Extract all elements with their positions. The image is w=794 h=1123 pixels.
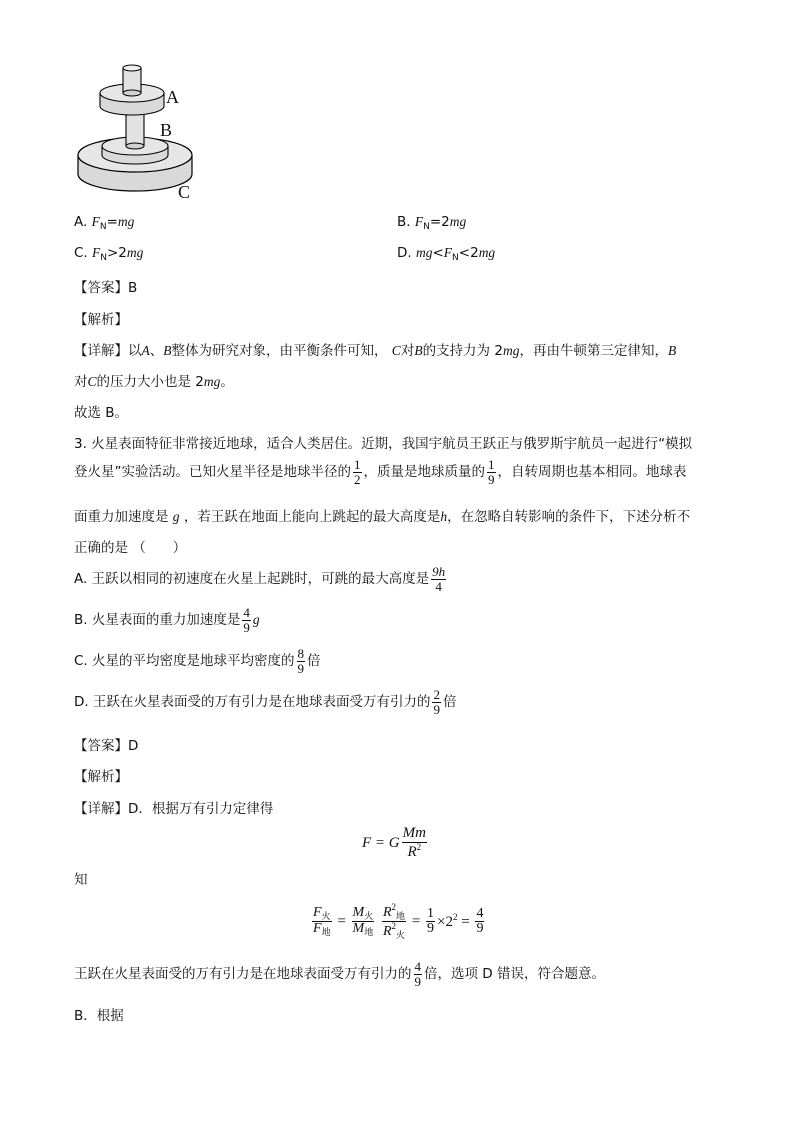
label-b: B xyxy=(160,120,173,140)
q3-stem-line3: 面重力加速度是 g ，若王跃在地面上能向上跳起的最大高度是h，在忽略自转影响的条件下，下述分析不 xyxy=(74,509,691,525)
stacked-rings-figure xyxy=(72,62,202,202)
q2-choose: 故选 B。 xyxy=(74,405,129,421)
q3-option-a: A. 王跃以相同的初速度在火星上起跳时，可跳的最大高度是 $\frac{9h}{4}$ xyxy=(74,564,446,594)
label-a: A xyxy=(166,87,179,107)
zhi-text: 知 xyxy=(74,872,88,888)
q2-option-c: C. $F_N>2mg$ xyxy=(74,245,144,263)
q3-conclusion: 王跃在火星表面受的万有引力是在地球表面受万有引力的 $\frac{4}{9}$ 倍，选项 D 错误，符合题意。 xyxy=(74,959,605,989)
q3-option-b: B. 火星表面的重力加速度是 $\frac{4}{9}$ g xyxy=(74,605,260,635)
equation-gravitation: F = G $\frac{Mm}{R^2}$ xyxy=(362,825,426,860)
q2-analysis: 【解析】 xyxy=(74,312,128,328)
q3-next-line: B．根据 xyxy=(74,1008,124,1024)
q2-option-a: A. $F_N=mg$ xyxy=(74,214,135,232)
q3-detail: 【详解】D．根据万有引力定律得 xyxy=(74,801,274,817)
q3-stem-line4: 正确的是 （ ） xyxy=(74,540,187,556)
equation-ratio: $\frac{F_火}{F_地}$ = $\frac{M_火}{M_地}$ $\frac{R^2_地}{R^2_火}$ = $\frac{1}{9}$ $\times 2^2$ = $\frac{4}{9}$ xyxy=(313,902,484,941)
q2-option-d: D. $mg<F_N<2mg$ xyxy=(397,245,496,263)
label-c: C xyxy=(178,182,191,202)
q2-answer: 【答案】B xyxy=(74,280,138,296)
q2-option-b: B. $F_N=2mg$ xyxy=(397,214,467,232)
q3-analysis: 【解析】 xyxy=(74,769,128,785)
q3-option-c: C. 火星的平均密度是地球平均密度的 $\frac{8}{9}$ 倍 xyxy=(74,646,321,676)
q3-stem-line2: 登火星”实验活动。已知火星半径是地球半径的 $\frac{1}{2}$ ，质量是地球质量的 $\frac{1}{9}$ ，自转周期也基本相同。地球表 xyxy=(74,457,687,487)
q3-answer: 【答案】D xyxy=(74,738,139,754)
q3-option-d: D. 王跃在火星表面受的万有引力是在地球表面受万有引力的 $\frac{2}{9}$ 倍 xyxy=(74,687,457,717)
q2-detail-line2: 对C的压力大小也是 2mg。 xyxy=(74,374,234,390)
q2-detail-line1: 【详解】以A、B整体为研究对象，由平衡条件可知， C对B的支持力为 2mg，再由牛顿第三定律知，B xyxy=(74,343,677,359)
q3-stem-line1: 3. 火星表面特征非常接近地球，适合人类居住。近期，我国宇航员王跃正与俄罗斯宇航员一起进行“模拟 xyxy=(74,436,693,452)
